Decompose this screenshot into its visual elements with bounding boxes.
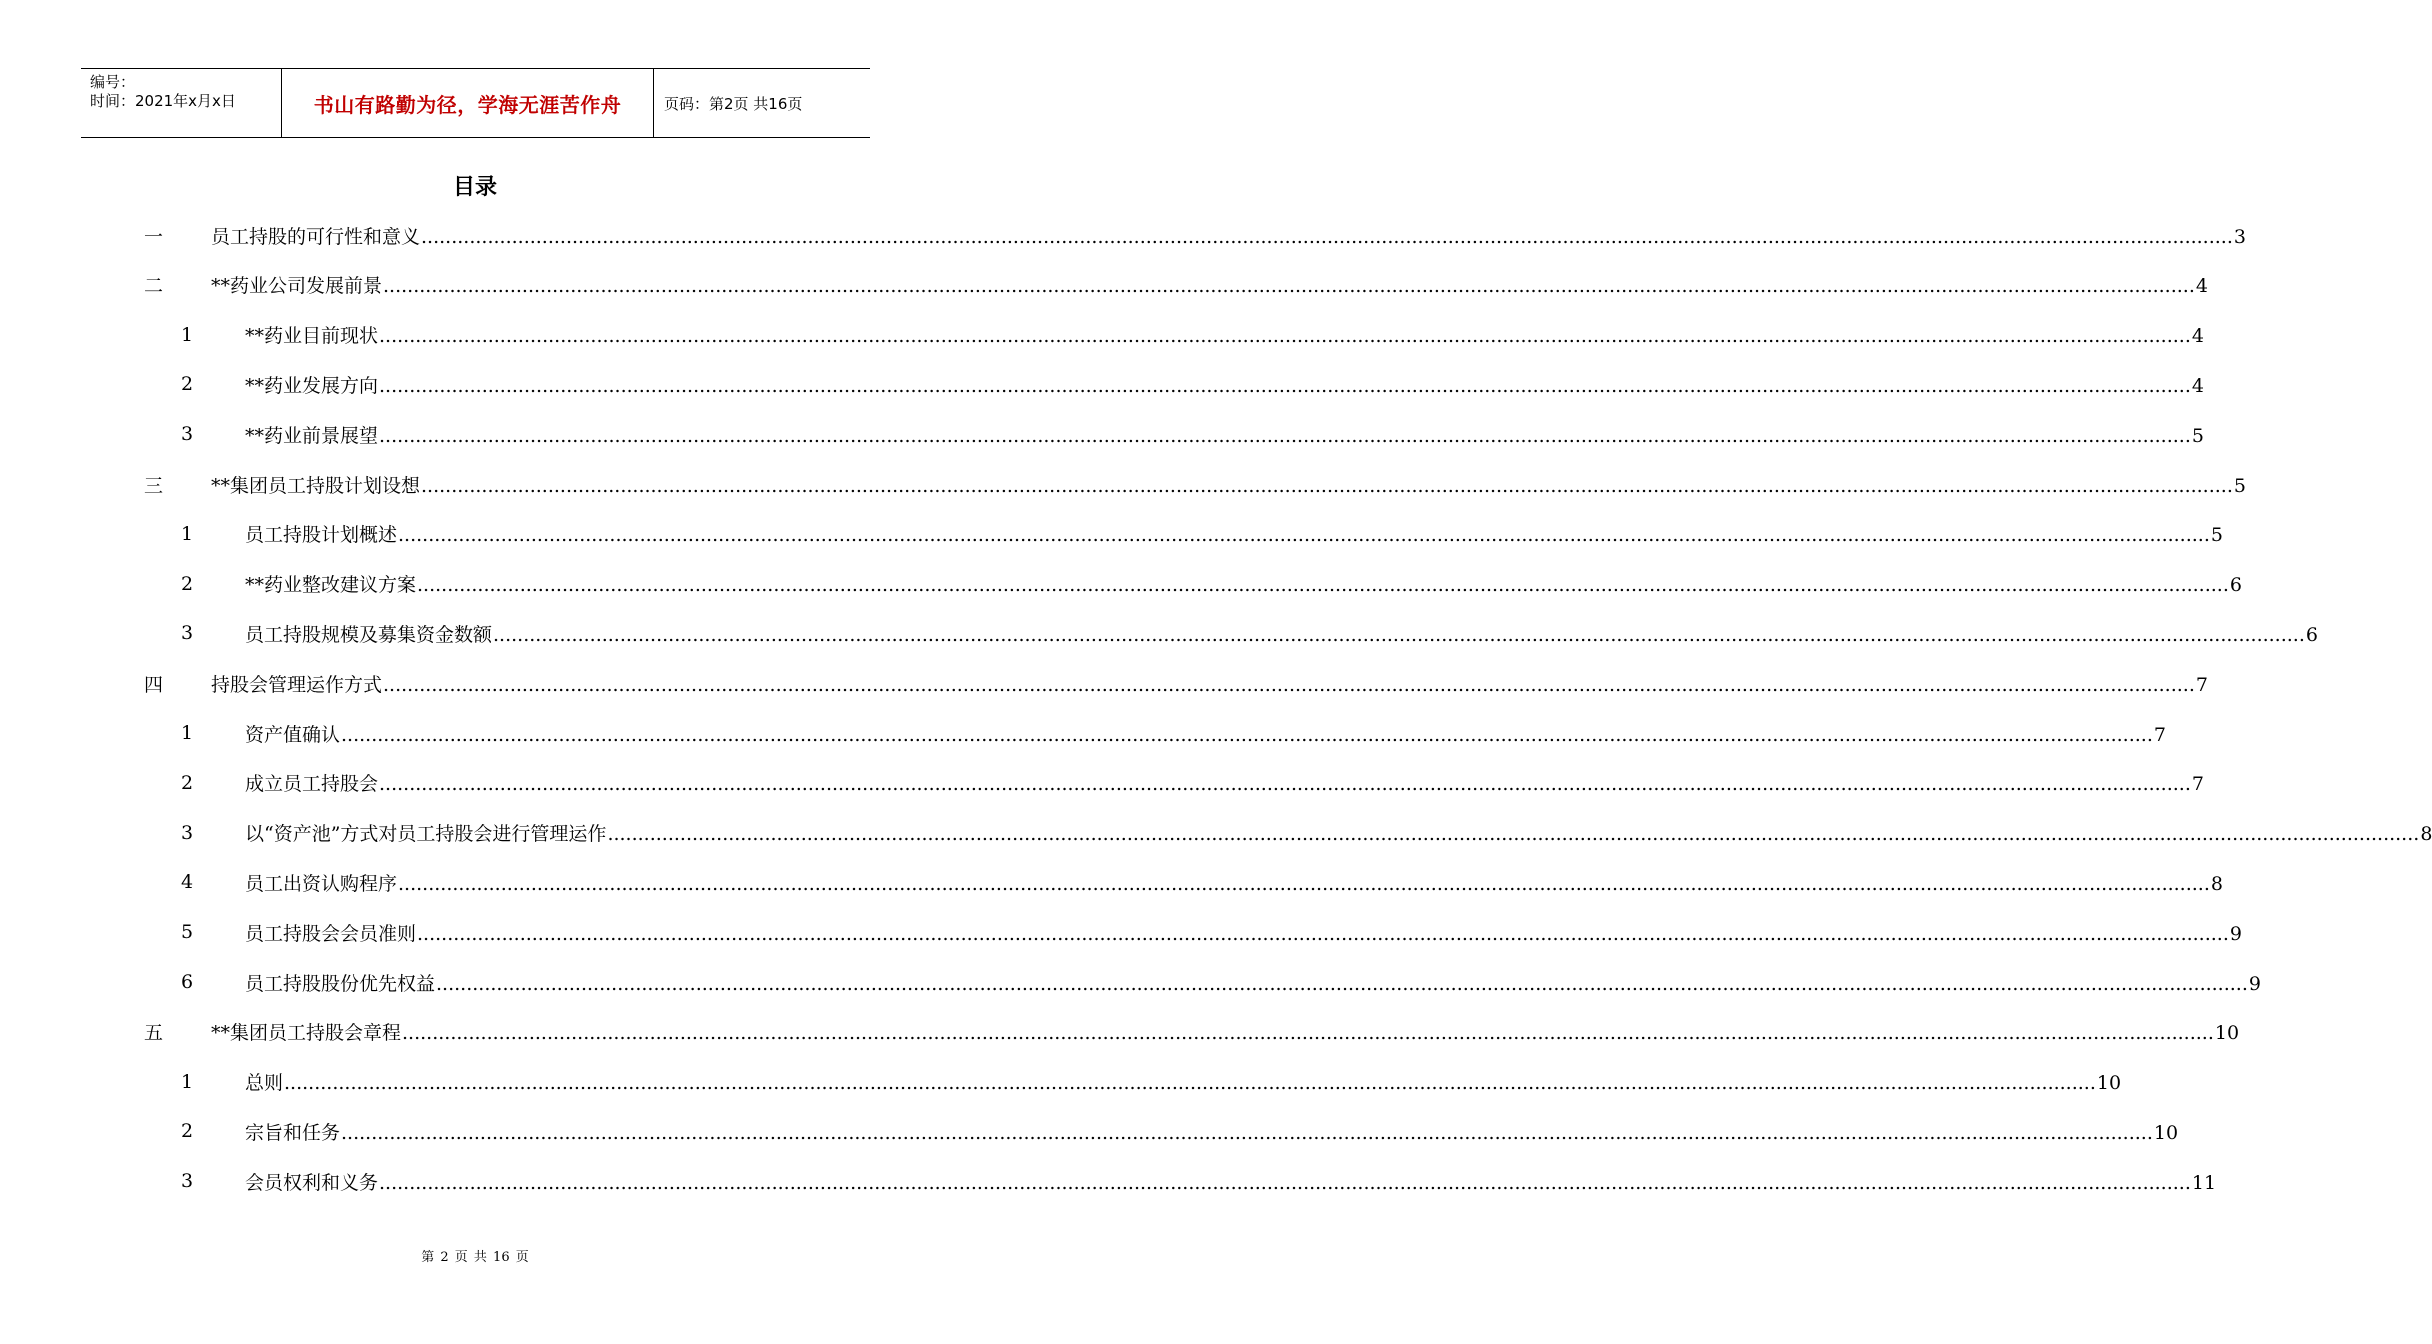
toc-entry[interactable] bbox=[0, 514, 2223, 554]
toc-entry-number: 2 bbox=[181, 572, 194, 595]
toc-entry-title: **药业目前现状 bbox=[245, 325, 379, 348]
toc-entry-title: 员工持股规模及募集资金数额 bbox=[245, 623, 493, 646]
toc-entry[interactable] bbox=[0, 364, 2204, 404]
toc-entry[interactable] bbox=[0, 564, 2242, 604]
toc-entry-number: 5 bbox=[181, 921, 194, 944]
toc-entry[interactable] bbox=[0, 663, 2208, 703]
toc-entry[interactable] bbox=[0, 912, 2242, 952]
toc-leader-dots: ............................................................................................................................................................................................................................................................................................................ bbox=[379, 374, 2191, 397]
toc-entry-title: **药业公司发展前景 bbox=[211, 275, 383, 298]
toc-entry-page: 9 bbox=[2229, 922, 2242, 945]
toc-entry-page: 9 bbox=[2248, 972, 2261, 995]
toc-entry-number: 2 bbox=[181, 373, 194, 396]
toc-entry-number: 2 bbox=[181, 1120, 194, 1143]
toc-entry[interactable] bbox=[0, 713, 2166, 753]
toc-entry-page: 10 bbox=[2096, 1072, 2122, 1095]
toc-entry[interactable] bbox=[0, 613, 2318, 653]
toc-entry[interactable] bbox=[0, 414, 2204, 454]
toc-entry-title: 员工出资认购程序 bbox=[245, 872, 398, 895]
toc-entry[interactable] bbox=[0, 1111, 2179, 1151]
toc-entry-number: 3 bbox=[181, 1170, 194, 1193]
toc-entry[interactable] bbox=[0, 1062, 2122, 1102]
toc-entry[interactable] bbox=[0, 962, 2261, 1002]
toc-leader-dots: ............................................................................................................................................................................................................................................................................................................ bbox=[398, 524, 2210, 547]
toc-leader-dots: ............................................................................................................................................................................................................................................................................................................ bbox=[379, 1171, 2191, 1194]
toc-leader-dots: ............................................................................................................................................................................................................................................................................................................ bbox=[607, 823, 2420, 846]
toc-entry-title: 资产值确认 bbox=[245, 723, 341, 746]
toc-leader-dots: ............................................................................................................................................................................................................................................................................................................ bbox=[379, 424, 2191, 447]
toc-entry-page: 6 bbox=[2229, 574, 2242, 597]
toc-entry-number: 二 bbox=[144, 275, 164, 298]
toc-leader-dots: ............................................................................................................................................................................................................................................................................................................ bbox=[493, 623, 2305, 646]
toc-entry[interactable] bbox=[0, 265, 2208, 305]
toc-entry-number: 3 bbox=[181, 821, 194, 844]
toc-entry-number: 三 bbox=[144, 474, 164, 497]
toc-entry-title: 会员权利和义务 bbox=[245, 1171, 379, 1194]
document-time-label: 时间：2021年x月x日 bbox=[90, 92, 236, 110]
page-footer: 第 2 页 共 16 页 bbox=[421, 1250, 529, 1265]
toc-entry-title: **药业发展方向 bbox=[245, 374, 379, 397]
toc-entry-number: 3 bbox=[181, 423, 194, 446]
toc-entry-title: 员工持股股份优先权益 bbox=[245, 972, 436, 995]
toc-entry-title: **集团员工持股计划设想 bbox=[211, 474, 421, 497]
toc-entry-page: 5 bbox=[2233, 474, 2246, 497]
toc-entry-page: 8 bbox=[2210, 872, 2223, 895]
toc-entry-title: 以“资产池”方式对员工持股会进行管理运作 bbox=[245, 823, 607, 846]
toc-entry-number: 1 bbox=[181, 323, 194, 346]
toc-entry[interactable] bbox=[0, 464, 2246, 504]
toc-entry-title: 总则 bbox=[245, 1072, 284, 1095]
toc-entry-title: 员工持股的可行性和意义 bbox=[211, 225, 421, 248]
toc-entry-page: 5 bbox=[2191, 424, 2204, 447]
toc-entry-page: 7 bbox=[2153, 723, 2166, 746]
toc-entry-title: 员工持股会会员准则 bbox=[245, 922, 417, 945]
header-meta bbox=[81, 69, 282, 137]
toc-entry-number: 2 bbox=[181, 771, 194, 794]
header-table bbox=[81, 68, 870, 138]
toc-entry[interactable] bbox=[0, 1161, 2217, 1201]
toc-entry-number: 五 bbox=[144, 1022, 164, 1045]
toc-leader-dots: ............................................................................................................................................................................................................................................................................................................ bbox=[421, 225, 2233, 248]
toc-entry-page: 7 bbox=[2191, 773, 2204, 796]
toc-entry-page: 11 bbox=[2191, 1171, 2217, 1194]
toc-entry-number: 1 bbox=[181, 1070, 194, 1093]
toc-entry-title: 成立员工持股会 bbox=[245, 773, 379, 796]
toc-entry[interactable] bbox=[0, 315, 2204, 355]
toc-entry-page: 4 bbox=[2195, 275, 2208, 298]
toc-entry-number: 1 bbox=[181, 522, 194, 545]
toc-entry-title: 员工持股计划概述 bbox=[245, 524, 398, 547]
toc-leader-dots: ............................................................................................................................................................................................................................................................................................................ bbox=[383, 673, 2195, 696]
toc-leader-dots: ............................................................................................................................................................................................................................................................................................................ bbox=[436, 972, 2248, 995]
toc-leader-dots: ............................................................................................................................................................................................................................................................................................................ bbox=[379, 325, 2191, 348]
toc-entry-number: 四 bbox=[144, 673, 164, 696]
toc-entry-title: **集团员工持股会章程 bbox=[211, 1022, 402, 1045]
toc-entry-title: 宗旨和任务 bbox=[245, 1121, 341, 1144]
toc-entry[interactable] bbox=[0, 215, 2246, 255]
toc-entry-page: 8 bbox=[2420, 823, 2432, 846]
toc-entry-page: 7 bbox=[2195, 673, 2208, 696]
toc-leader-dots: ............................................................................................................................................................................................................................................................................................................ bbox=[417, 922, 2229, 945]
toc-entry-page: 4 bbox=[2191, 374, 2204, 397]
toc-entry[interactable] bbox=[0, 862, 2223, 902]
toc-leader-dots: ............................................................................................................................................................................................................................................................................................................ bbox=[383, 275, 2195, 298]
toc-leader-dots: ............................................................................................................................................................................................................................................................................................................ bbox=[284, 1072, 2096, 1095]
toc-entry-page: 5 bbox=[2210, 524, 2223, 547]
toc-entry[interactable] bbox=[0, 763, 2204, 803]
toc-leader-dots: ............................................................................................................................................................................................................................................................................................................ bbox=[379, 773, 2191, 796]
toc-title: 目录 bbox=[452, 175, 497, 200]
toc-leader-dots: ............................................................................................................................................................................................................................................................................................................ bbox=[421, 474, 2233, 497]
toc-leader-dots: ............................................................................................................................................................................................................................................................................................................ bbox=[398, 872, 2210, 895]
toc-entry-number: 一 bbox=[144, 225, 164, 248]
toc-entry-title: 持股会管理运作方式 bbox=[211, 673, 383, 696]
toc-entry[interactable] bbox=[0, 1012, 2240, 1052]
toc-entry[interactable] bbox=[0, 813, 2432, 853]
toc-entry-number: 6 bbox=[181, 971, 194, 993]
toc-entry-page: 4 bbox=[2191, 325, 2204, 348]
toc-entry-number: 4 bbox=[181, 871, 194, 894]
toc-entry-page: 10 bbox=[2153, 1121, 2179, 1144]
toc-entry-number: 3 bbox=[181, 622, 194, 645]
toc-entry-page: 6 bbox=[2305, 623, 2318, 646]
toc-entry-title: **药业前景展望 bbox=[245, 424, 379, 447]
header-motto: 书山有路勤为径，学海无涯苦作舟 bbox=[282, 69, 654, 137]
toc-entry-title: **药业整改建议方案 bbox=[245, 574, 417, 597]
toc-leader-dots: ............................................................................................................................................................................................................................................................................................................ bbox=[341, 1121, 2153, 1144]
header-page-info: 页码：第2页 共16页 bbox=[664, 94, 803, 113]
document-number-label: 编号： bbox=[90, 73, 136, 91]
toc-leader-dots: ............................................................................................................................................................................................................................................................................................................ bbox=[341, 723, 2153, 746]
toc-entry-page: 10 bbox=[2214, 1022, 2240, 1045]
toc-entry-number: 1 bbox=[181, 722, 194, 744]
toc-leader-dots: ............................................................................................................................................................................................................................................................................................................ bbox=[417, 574, 2229, 597]
toc-leader-dots: ............................................................................................................................................................................................................................................................................................................ bbox=[402, 1022, 2214, 1045]
toc-entry-page: 3 bbox=[2233, 225, 2246, 248]
